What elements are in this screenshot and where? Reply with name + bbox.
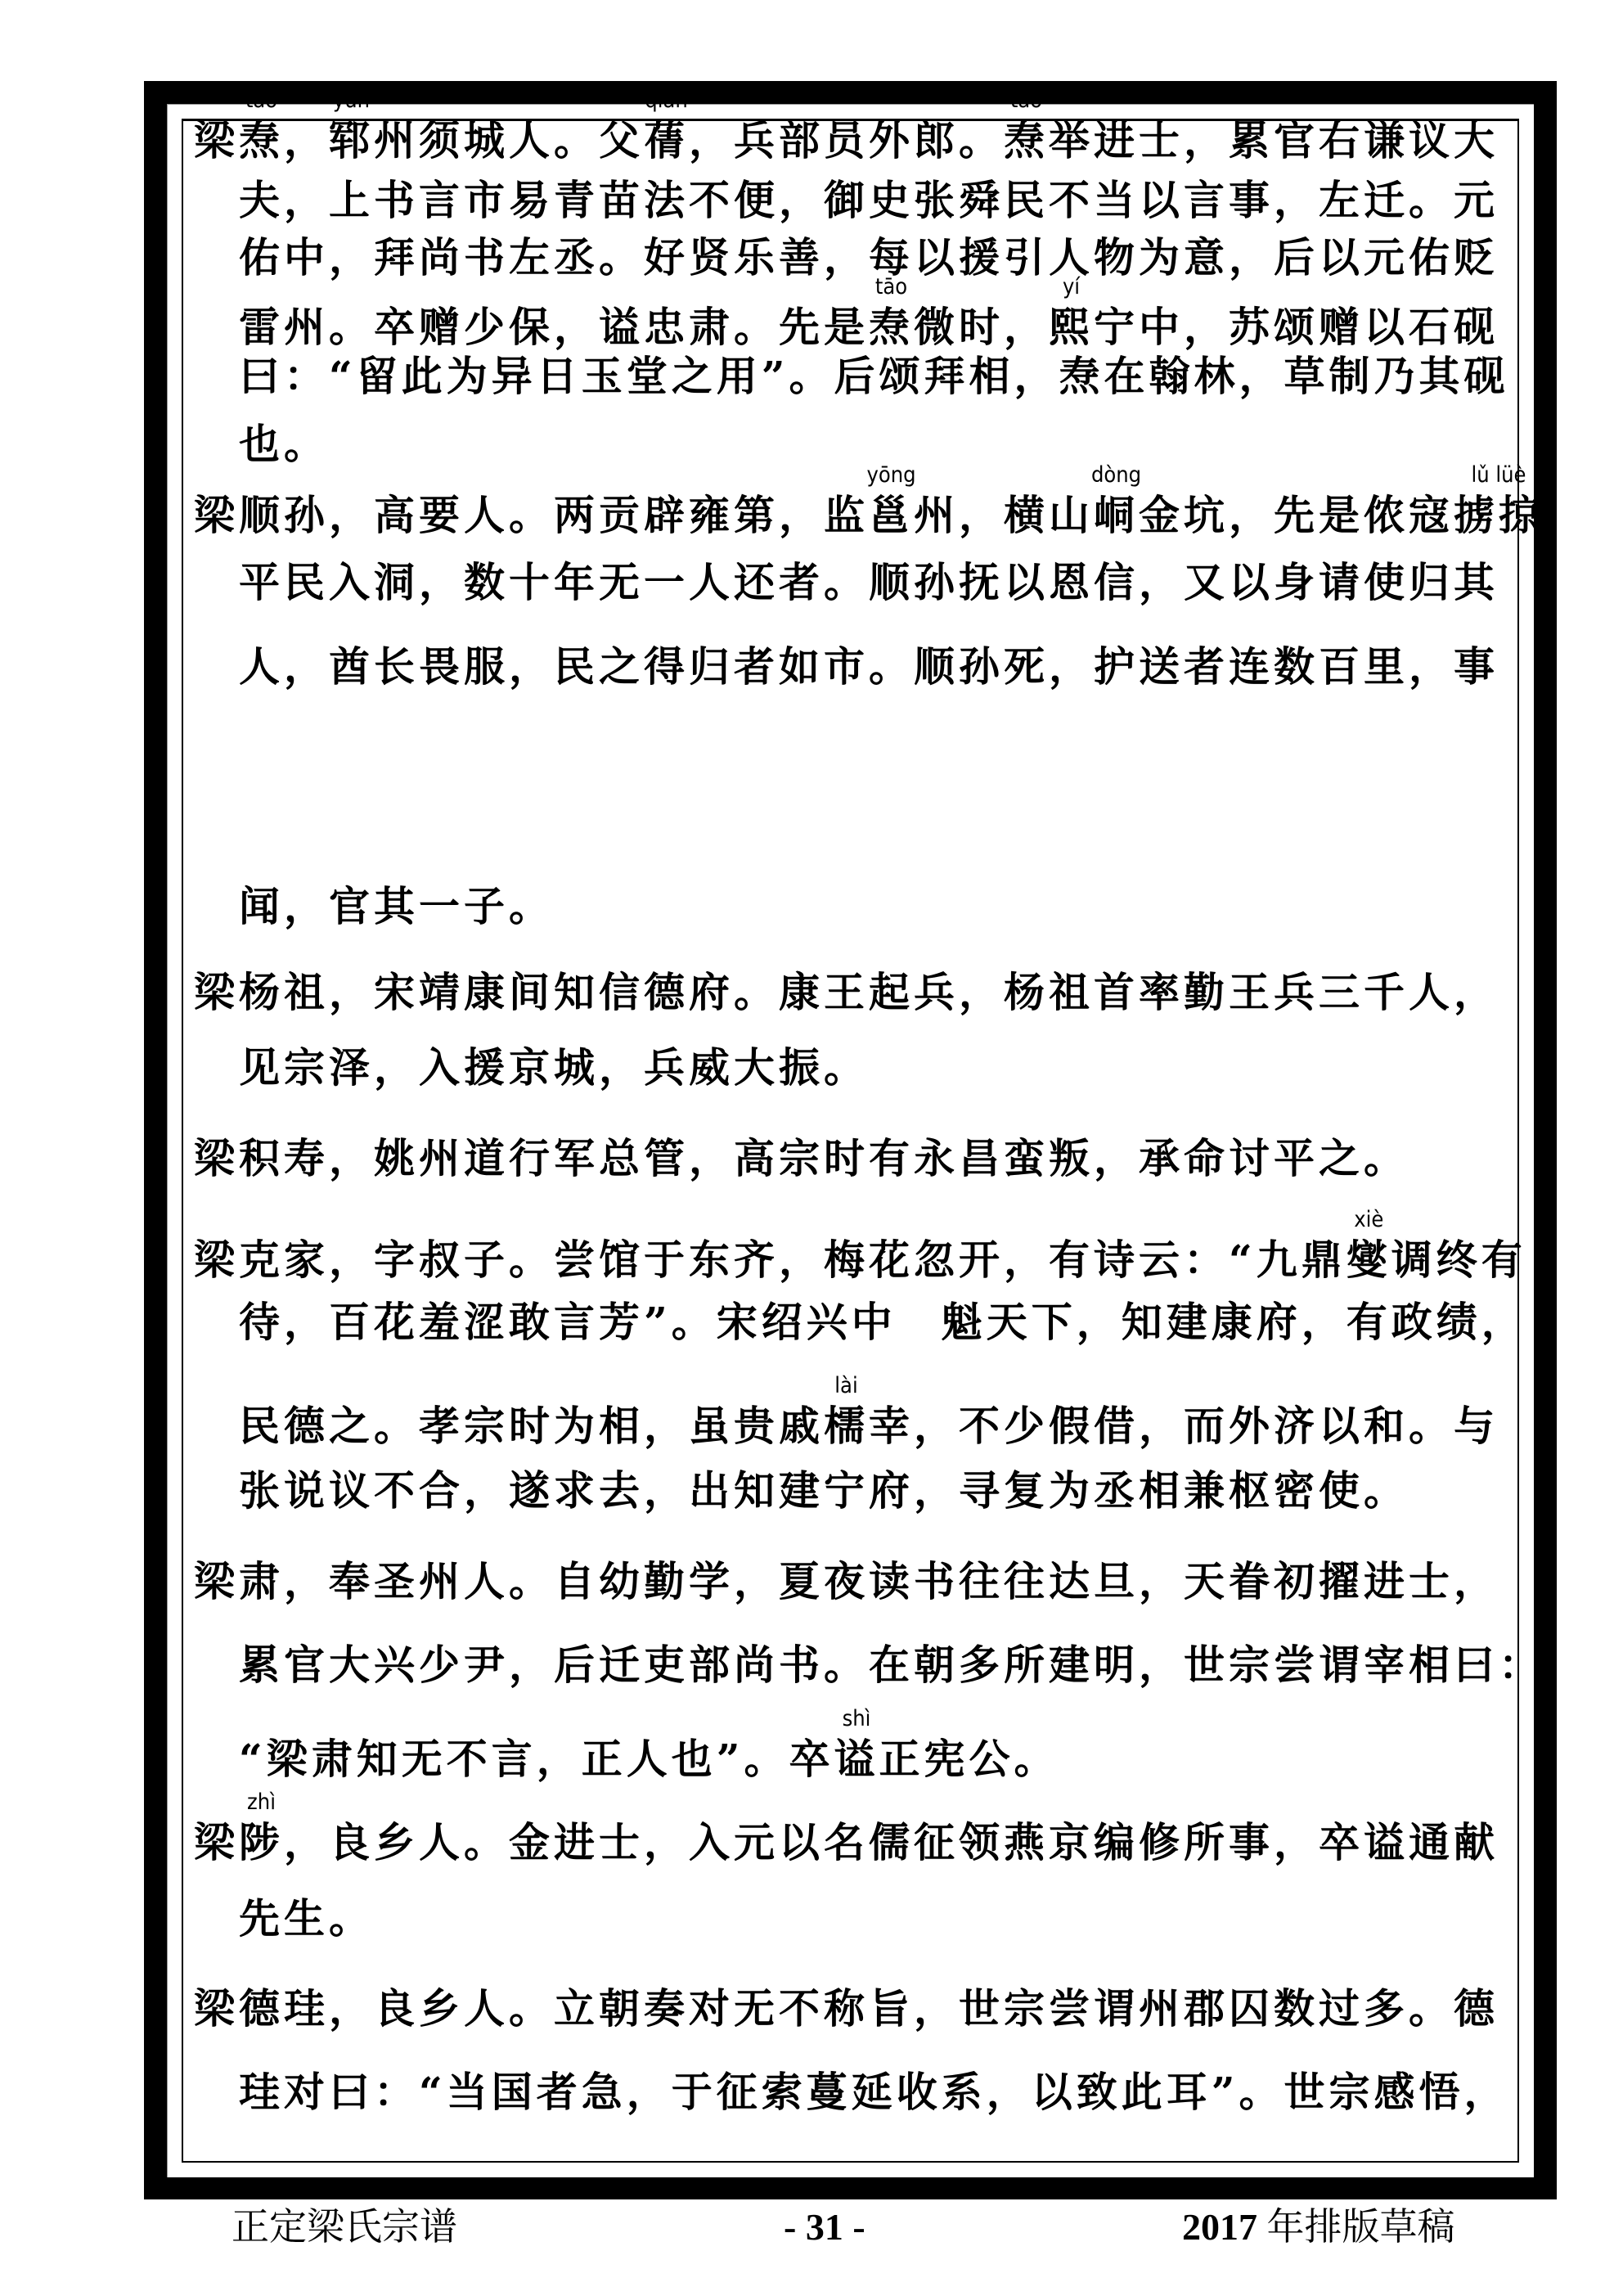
text-segment: 平民入洞，数十年无一人还者。顺孙抚以恩信，又以身请使归其 bbox=[239, 558, 1499, 606]
entry-continuation-line bbox=[239, 1466, 1409, 1515]
entry-first-line bbox=[194, 1557, 1499, 1606]
entry-first-line bbox=[194, 88, 1499, 165]
character: 谥 bbox=[834, 1735, 879, 1783]
character: 焘 bbox=[869, 303, 914, 351]
entry-first-line bbox=[194, 1984, 1499, 2033]
entry-continuation-line bbox=[239, 1894, 374, 1943]
pinyin-annotation: qiàn bbox=[645, 88, 688, 113]
text-segment: 微时， bbox=[914, 303, 1049, 351]
text-segment: 梁德珪，良乡人。立朝奏对无不称旨，世宗尝谓州郡囚数过多。德 bbox=[194, 1984, 1499, 2033]
annotated-character bbox=[869, 274, 914, 352]
text-segment: 夫，上书言市易青苗法不便，御史张舜民不当以言事，左迁。元 bbox=[239, 176, 1499, 224]
text-segment: “梁肃知无不言，正人也”。卒 bbox=[239, 1735, 834, 1783]
character: 峒 bbox=[1094, 491, 1139, 539]
annotated-character bbox=[1049, 274, 1094, 352]
text-segment: 曰：“留此为异日玉堂之用”。后颂拜相，焘在翰林，草制乃其砚 bbox=[239, 352, 1509, 400]
pinyin-annotation: tāo bbox=[874, 274, 908, 299]
text-segment: 梁 bbox=[194, 116, 239, 164]
text-segment: 也。 bbox=[239, 420, 329, 468]
entry-continuation-line bbox=[239, 2068, 1509, 2117]
annotated-character bbox=[834, 1706, 879, 1784]
pinyin-annotation: tāo bbox=[1009, 88, 1043, 113]
character: 陟 bbox=[239, 1818, 284, 1866]
text-segment: 珪对曰：“当国者急，于征索蔓延收系，以致此耳”。世宗感悟， bbox=[239, 2068, 1509, 2116]
footer-year: 2017 bbox=[1182, 2206, 1257, 2248]
annotated-character bbox=[824, 1373, 869, 1451]
entry-continuation-line bbox=[239, 176, 1499, 225]
annotated-character bbox=[239, 1790, 284, 1867]
entry-continuation-line bbox=[239, 352, 1509, 401]
annotated-character bbox=[866, 462, 916, 540]
entry-continuation-line bbox=[239, 274, 1499, 352]
character: 掳掠 bbox=[1454, 491, 1544, 539]
text-segment: ，兵部员外郎。 bbox=[689, 116, 1004, 164]
annotated-character bbox=[1346, 1207, 1391, 1285]
text-segment: 梁 bbox=[194, 1818, 239, 1866]
text-segment: 举进士，累官右谦议大 bbox=[1049, 116, 1499, 164]
text-segment: 待，百花羞涩敢言芳”。宋绍兴中 魁天下，知建康府，有政绩， bbox=[239, 1298, 1526, 1346]
character: 檽 bbox=[824, 1402, 869, 1450]
entry-continuation-line bbox=[239, 882, 554, 931]
text-segment: 宁中，苏颂赠以石砚 bbox=[1094, 303, 1499, 351]
annotated-character bbox=[1004, 88, 1049, 165]
entry-continuation-line bbox=[239, 1298, 1526, 1347]
character: 焘 bbox=[1004, 116, 1049, 164]
pinyin-annotation: yùn bbox=[332, 88, 371, 113]
character: 焘 bbox=[239, 116, 284, 164]
entry-continuation-line bbox=[239, 233, 1499, 282]
entry-continuation-line bbox=[239, 1706, 1059, 1784]
pinyin-annotation: tāo bbox=[245, 88, 278, 113]
text-segment: 累官大兴少尹，后迁吏部尚书。在朝多所建明，世宗尝谓宰相曰： bbox=[239, 1641, 1544, 1689]
pinyin-annotation: shì bbox=[842, 1706, 871, 1731]
character: 蒨 bbox=[644, 116, 689, 164]
pinyin-annotation: lài bbox=[834, 1373, 858, 1398]
text-segment: 正宪公。 bbox=[879, 1735, 1059, 1783]
text-segment: 见宗泽，入援京城，兵威大振。 bbox=[239, 1043, 869, 1092]
text-segment: 州，横山 bbox=[914, 491, 1094, 539]
text-segment: 州须城人。父 bbox=[374, 116, 644, 164]
footer-draft-label: 年排版草稿 bbox=[1266, 2206, 1455, 2248]
pinyin-annotation: zhì bbox=[247, 1790, 276, 1815]
entry-first-line bbox=[194, 1790, 1499, 1867]
character: 邕 bbox=[869, 491, 914, 539]
entry-continuation-line bbox=[239, 1043, 869, 1092]
text-segment: 幸，不少假借，而外济以和。与 bbox=[869, 1402, 1499, 1450]
pinyin-annotation: dòng bbox=[1090, 462, 1142, 488]
pinyin-annotation: yí bbox=[1062, 274, 1081, 299]
text-segment: 梁积寿，姚州道行军总管，高宗时有永昌蛮叛，承命讨平之。 bbox=[194, 1134, 1409, 1182]
footer-page-number: - 31 - bbox=[784, 2206, 865, 2248]
entry-first-line bbox=[194, 1134, 1409, 1183]
text-segment: ， bbox=[284, 116, 329, 164]
footer-book-title: 正定梁氏宗谱 bbox=[232, 2206, 457, 2248]
annotated-character bbox=[239, 88, 284, 165]
text-segment: 佑中，拜尚书左丞。好贤乐善，每以援引人物为意，后以元佑贬 bbox=[239, 233, 1499, 281]
entry-first-line bbox=[194, 462, 1544, 540]
annotated-character bbox=[1090, 462, 1142, 540]
text-segment: 梁肃，奉圣州人。自幼勤学，夏夜读书往往达旦，天眷初擢进士， bbox=[194, 1557, 1499, 1605]
text-segment: ，良乡人。金进士，入元以名儒征领燕京编修所事，卒谥通献 bbox=[284, 1818, 1499, 1866]
entry-continuation-line bbox=[239, 558, 1499, 607]
entry-continuation-line bbox=[239, 420, 329, 469]
annotated-character bbox=[329, 88, 374, 165]
entry-first-line bbox=[194, 968, 1499, 1017]
text-segment: 张说议不合，遂求去，出知建宁府，寻复为丞相兼枢密使。 bbox=[239, 1466, 1409, 1515]
text-segment: 梁克家，字叔子。尝馆于东齐，梅花忽开，有诗云：“九鼎 bbox=[194, 1236, 1347, 1284]
text-segment: 梁杨祖，宋靖康间知信德府。康王起兵，杨祖首率勤王兵三千人， bbox=[194, 968, 1499, 1016]
character: 郓 bbox=[329, 116, 374, 164]
entry-continuation-line bbox=[239, 642, 1499, 691]
entry-first-line bbox=[194, 1207, 1526, 1285]
text-segment: 人，酋长畏服，民之得归者如市。顺孙死，护送者连数百里，事 bbox=[239, 642, 1499, 691]
text-segment: 民德之。孝宗时为相，虽贵戚 bbox=[239, 1402, 824, 1450]
character: 燮 bbox=[1346, 1236, 1391, 1284]
entry-continuation-line bbox=[239, 1641, 1544, 1690]
text-segment: 金坑，先是侬寇 bbox=[1139, 491, 1454, 539]
text-segment: 雷州。卒赠少保，谥忠肃。先是 bbox=[239, 303, 869, 351]
footer-draft-note bbox=[1182, 2203, 1455, 2252]
annotated-character bbox=[1454, 462, 1544, 540]
pinyin-annotation: lǔ lüè bbox=[1471, 462, 1526, 488]
pinyin-annotation: yōng bbox=[866, 462, 916, 488]
pinyin-annotation: xiè bbox=[1354, 1207, 1384, 1232]
text-segment: 闻，官其一子。 bbox=[239, 882, 554, 930]
text-segment: 调终有 bbox=[1391, 1236, 1526, 1284]
entry-continuation-line bbox=[239, 1373, 1499, 1451]
text-segment: 先生。 bbox=[239, 1894, 374, 1943]
text-segment: 梁顺孙，高要人。两贡辟雍第，监 bbox=[194, 491, 869, 539]
annotated-character bbox=[644, 88, 689, 165]
character: 熙 bbox=[1049, 303, 1094, 351]
